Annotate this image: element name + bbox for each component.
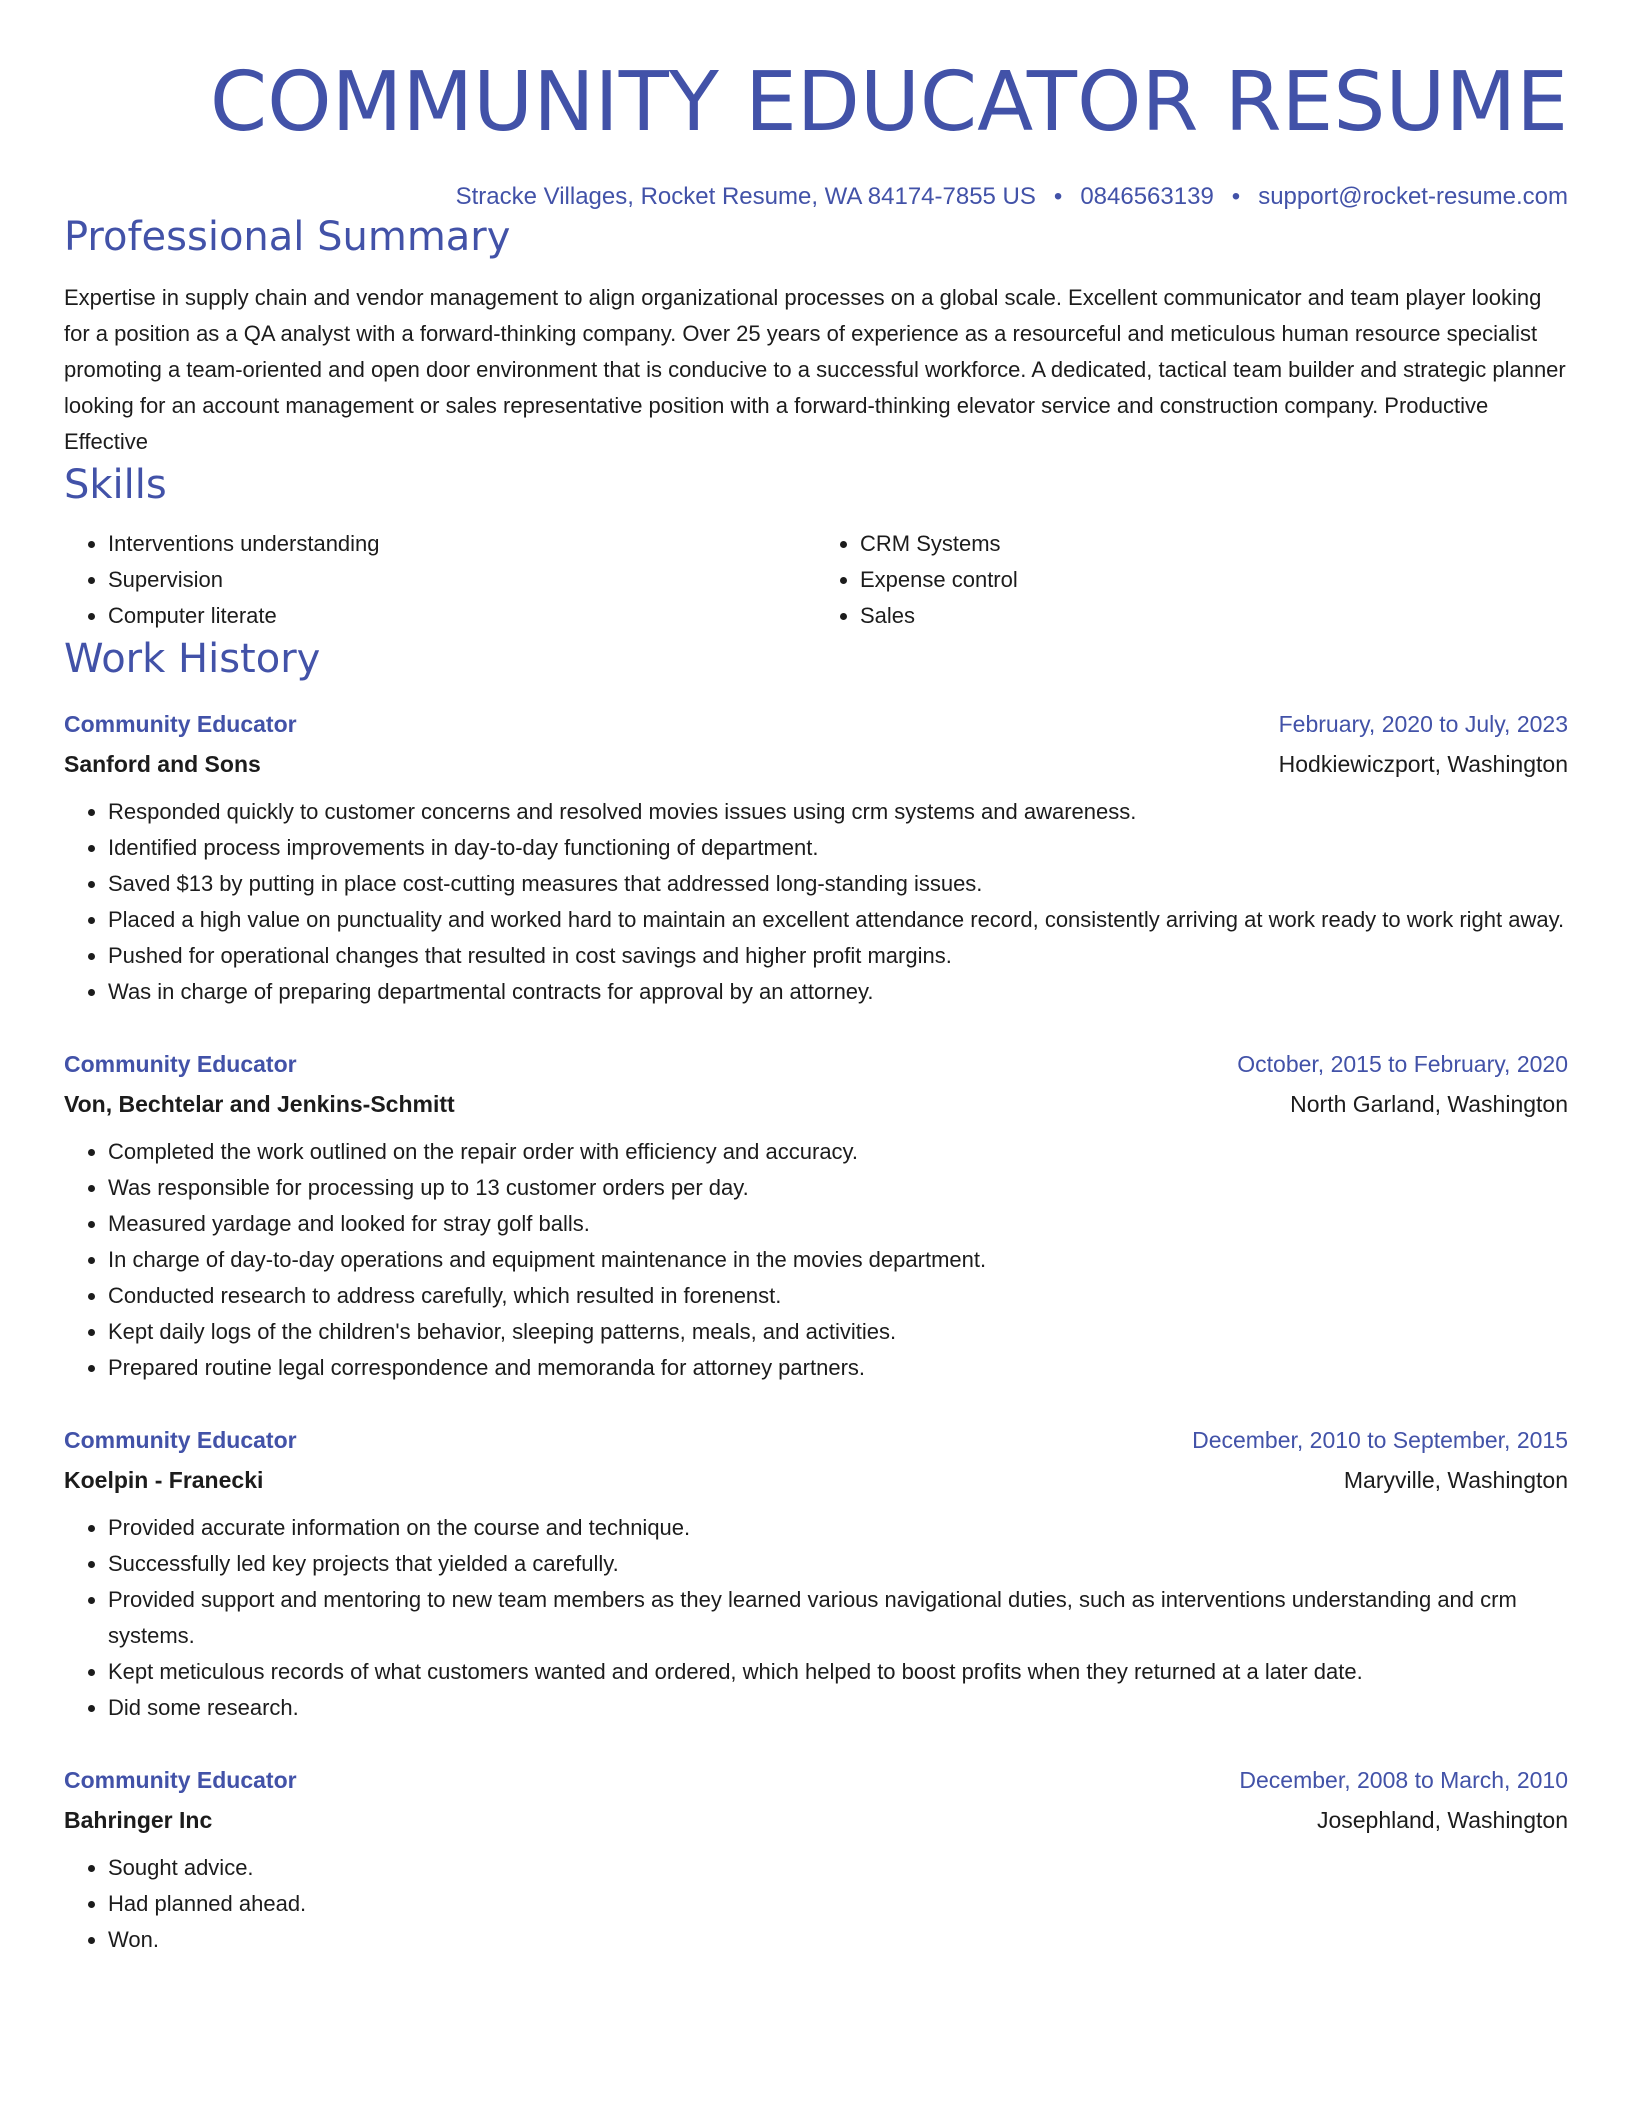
job-company-row (64, 1800, 1568, 1840)
job-bullet: • In charge of day-to-day operations and equipment maintenance in the movies department. (108, 1242, 1568, 1278)
job-bullet: • Prepared routine legal correspondence and memoranda for attorney partners. (108, 1350, 1568, 1386)
job-location: Josephland, Washington (1316, 1807, 1568, 1833)
job-bullets (64, 1850, 1568, 1958)
contact-separator: • (1231, 183, 1241, 210)
job-location: North Garland, Washington (1290, 1091, 1568, 1117)
summary-text: Expertise in supply chain and vendor management to align organizational processes on a global scale. Excellent communicator and team player looking for a position as a QA analyst with a forward-thinking company. Over 25 years of experience as a resourceful and meticulous human resource specialist promoting a team-oriented and open door environment that is conducive to a successful workforce. A dedicated, tactical team builder and strategic planner looking for an account management or sales representative position with a forward-thinking elevator service and construction company. Productive Effective (64, 285, 1566, 454)
job-location: Hodkiewiczport, Washington (1278, 751, 1568, 777)
job-entry (64, 704, 1568, 1010)
skill-item: • Supervision (108, 562, 816, 598)
skill-item: • Computer literate (108, 598, 816, 634)
skill-item: • CRM Systems (860, 526, 1568, 562)
job-company: Bahringer Inc (64, 1807, 213, 1833)
job-bullet: • Was responsible for processing up to 13 customer orders per day. (108, 1170, 1568, 1206)
summary-heading: Professional Summary (64, 214, 511, 260)
job-location: Maryville, Washington (1343, 1467, 1568, 1493)
contact-email: support@rocket-resume.com (1258, 183, 1568, 210)
job-bullet: • Was in charge of preparing departmental contracts for approval by an attorney. (108, 974, 1568, 1010)
work-history-heading: Work History (64, 636, 321, 682)
job-bullet: • Saved $13 by putting in place cost-cutting measures that addressed long-standing issues. (108, 866, 1568, 902)
resume-title: COMMUNITY EDUCATOR RESUME (209, 55, 1568, 150)
job-header-row (64, 1044, 1568, 1084)
job-bullets (64, 794, 1568, 1010)
skill-item: • Expense control (860, 562, 1568, 598)
skills-column-right (816, 526, 1568, 634)
job-bullet: • Measured yardage and looked for stray golf balls. (108, 1206, 1568, 1242)
job-entry (64, 1420, 1568, 1726)
job-bullet: • Kept meticulous records of what customers wanted and ordered, which helped to boost profits when they returned at a later date. (108, 1654, 1568, 1690)
job-company-row (64, 744, 1568, 784)
job-bullet: • Placed a high value on punctuality and worked hard to maintain an excellent attendance record, consistently arriving at work ready to work right away. (108, 902, 1568, 938)
job-company: Koelpin - Franecki (64, 1467, 264, 1493)
job-company: Von, Bechtelar and Jenkins-Schmitt (64, 1091, 455, 1117)
skill-item: • Interventions understanding (108, 526, 816, 562)
job-bullet: • Responded quickly to customer concerns and resolved movies issues using crm systems and awareness. (108, 794, 1568, 830)
skills-column-left (64, 526, 816, 634)
job-dates: December, 2008 to March, 2010 (1239, 1767, 1568, 1793)
job-bullet: • Pushed for operational changes that resulted in cost savings and higher profit margins. (108, 938, 1568, 974)
job-bullet: • Won. (108, 1922, 1568, 1958)
contact-line (64, 182, 1568, 212)
contact-separator: • (1053, 183, 1063, 210)
job-bullet: • Sought advice. (108, 1850, 1568, 1886)
job-bullet: • Had planned ahead. (108, 1886, 1568, 1922)
skills-heading: Skills (64, 462, 167, 508)
job-entry (64, 1760, 1568, 1958)
job-bullet: • Completed the work outlined on the repair order with efficiency and accuracy. (108, 1134, 1568, 1170)
job-bullet: • Kept daily logs of the children's behavior, sleeping patterns, meals, and activities. (108, 1314, 1568, 1350)
job-header-row (64, 1760, 1568, 1800)
job-bullets (64, 1134, 1568, 1386)
job-bullet: • Successfully led key projects that yielded a carefully. (108, 1546, 1568, 1582)
job-company-row (64, 1084, 1568, 1124)
job-header-row (64, 704, 1568, 744)
job-bullet: • Provided accurate information on the course and technique. (108, 1510, 1568, 1546)
contact-address: Stracke Villages, Rocket Resume, WA 84174-7855 US (455, 183, 1036, 210)
job-company: Sanford and Sons (64, 751, 261, 777)
job-title: Community Educator (64, 1767, 297, 1793)
job-bullet: • Conducted research to address carefully, which resulted in forenenst. (108, 1278, 1568, 1314)
job-title: Community Educator (64, 1051, 297, 1077)
job-dates: December, 2010 to September, 2015 (1192, 1427, 1568, 1453)
skill-item: • Sales (860, 598, 1568, 634)
job-header-row (64, 1420, 1568, 1460)
job-title: Community Educator (64, 711, 297, 737)
resume-page (64, 0, 1568, 1958)
job-bullet: • Did some research. (108, 1690, 1568, 1726)
job-company-row (64, 1460, 1568, 1500)
job-bullets (64, 1510, 1568, 1726)
skills-list (64, 526, 1568, 634)
job-dates: February, 2020 to July, 2023 (1278, 711, 1568, 737)
contact-phone: 0846563139 (1080, 183, 1214, 210)
job-bullet: • Provided support and mentoring to new team members as they learned various navigational duties, such as interventions understanding and crm systems. (108, 1582, 1568, 1654)
job-title: Community Educator (64, 1427, 297, 1453)
job-dates: October, 2015 to February, 2020 (1237, 1051, 1568, 1077)
job-bullet: • Identified process improvements in day-to-day functioning of department. (108, 830, 1568, 866)
job-entry (64, 1044, 1568, 1386)
